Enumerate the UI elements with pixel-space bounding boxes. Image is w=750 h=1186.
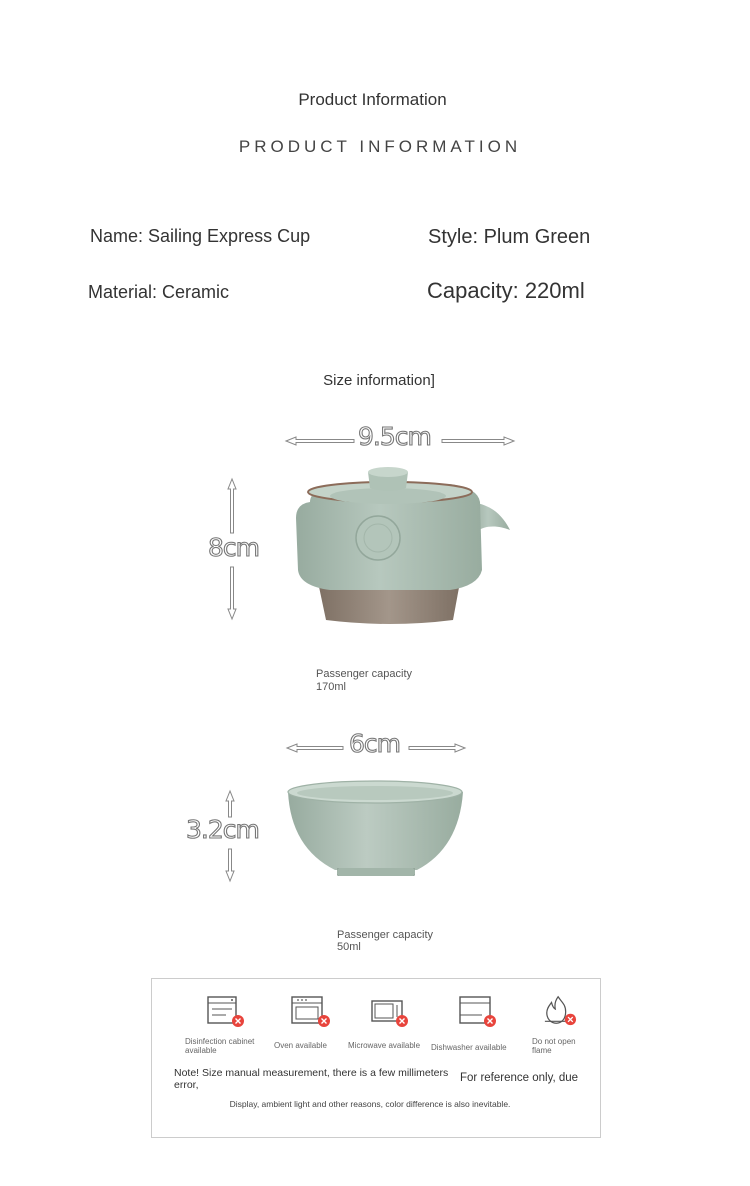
care-label-dishwasher: Dishwasher available — [431, 1043, 507, 1052]
oven-icon — [290, 995, 330, 1029]
pot-width-label: 9.5cm — [358, 422, 431, 451]
note-measurement: Note! Size manual measurement, there is a few millimeters error, — [174, 1067, 449, 1091]
spec-capacity: Capacity: 220ml — [427, 278, 585, 303]
dishwasher-icon — [458, 995, 498, 1029]
pot-capacity-label: Passenger capacity — [316, 668, 412, 680]
spec-style: Style: Plum Green — [428, 226, 591, 248]
teapot-image — [290, 462, 515, 630]
spec-name: Name: Sailing Express Cup — [90, 226, 311, 246]
size-section-title: Size information] — [323, 372, 435, 389]
note-color-difference: Display, ambient light and other reasons, color difference is also inevitable. — [229, 1099, 511, 1109]
note-reference: For reference only, due — [460, 1072, 579, 1084]
care-instructions-box — [151, 978, 601, 1138]
care-label-disinfection: Disinfection cabinet available — [185, 1037, 255, 1055]
cup-height-label: 3.2cm — [186, 815, 259, 844]
disinfection-cabinet-icon — [206, 995, 246, 1029]
care-label-oven: Oven available — [274, 1041, 327, 1050]
cup-capacity-value: 50ml — [337, 941, 361, 953]
microwave-icon — [370, 997, 410, 1031]
cup-image — [285, 778, 467, 882]
care-label-microwave: Microwave available — [348, 1041, 421, 1050]
page-title: Product Information — [298, 90, 447, 109]
pot-capacity-value: 170ml — [316, 681, 346, 693]
care-label-flame: Do not open flame — [532, 1037, 576, 1055]
spec-material: Material: Ceramic — [88, 282, 230, 302]
cup-capacity-label: Passenger capacity — [337, 929, 433, 941]
cup-width-label: 6cm — [349, 729, 401, 758]
page-subtitle: PRODUCT INFORMATION — [238, 137, 522, 156]
flame-icon — [540, 993, 580, 1027]
pot-height-label: 8cm — [208, 533, 260, 562]
